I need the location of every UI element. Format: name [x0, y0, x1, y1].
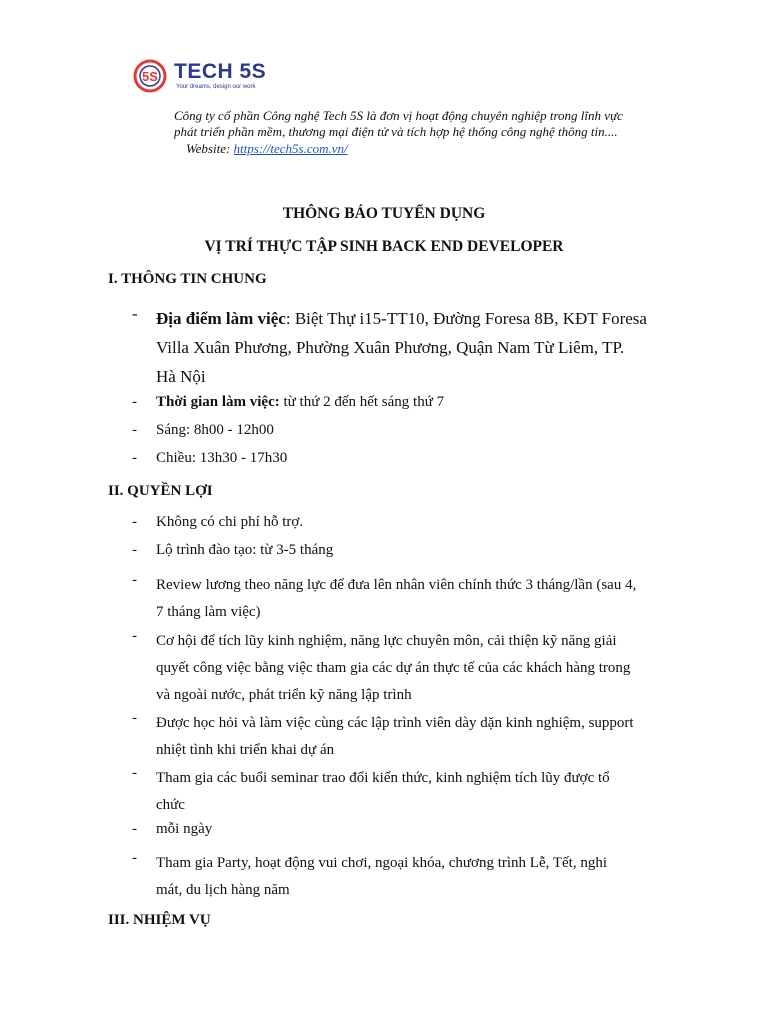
bullet-dash: - [132, 542, 137, 558]
website-line [186, 141, 348, 157]
website-label: Website: [186, 141, 234, 156]
bullet-dash: - [132, 572, 137, 588]
benefit-5-line-1: Được học hỏi và làm việc cùng các lập trình viên dày dặn kinh nghiệm, support [156, 715, 634, 731]
position-title: VỊ TRÍ THỰC TẬP SINH BACK END DEVELOPER [204, 238, 564, 255]
section-heading-duties: III. NHIỆM VỤ [108, 912, 211, 928]
benefit-8-line-1: Tham gia Party, hoạt động vui chơi, ngoại khóa, chương trình Lễ, Tết, nghi [156, 855, 607, 871]
location-line-2: Villa Xuân Phương, Phường Xuân Phương, Quận Nam Từ Liêm, TP. [156, 338, 625, 357]
location-line-1: : Biệt Thự i15-TT10, Đường Foresa 8B, KĐT Foresa [285, 309, 647, 328]
logo-tagline: Your dreams, design our work [176, 84, 256, 90]
logo-name: TECH 5S [174, 60, 267, 83]
benefit-2-text: Lộ trình đào tạo: từ 3-5 tháng [156, 542, 334, 558]
bullet-dash: - [132, 514, 137, 530]
benefit-6-line-2: chức [156, 797, 185, 813]
benefit-4-line-1: Cơ hội để tích lũy kinh nghiệm, năng lực chuyên môn, cải thiện kỹ năng giải [156, 633, 617, 649]
company-logo [130, 56, 270, 96]
benefit-8-line-2: mát, du lịch hàng năm [156, 882, 290, 898]
benefit-3-line-2: 7 tháng làm việc) [156, 604, 261, 620]
benefit-6-line-1: Tham gia các buổi seminar trao đổi kiến thức, kinh nghiệm tích lũy được tổ [156, 770, 610, 786]
bullet-dash: - [132, 850, 137, 866]
document-title: THÔNG BÁO TUYỂN DỤNG [282, 205, 486, 222]
bullet-dash: - [132, 304, 138, 323]
benefit-5-line-2: nhiệt tình khi triển khai dự án [156, 742, 335, 758]
afternoon-text: Chiều: 13h30 - 17h30 [156, 450, 288, 466]
time-value: từ thứ 2 đến hết sáng thứ 7 [279, 394, 445, 410]
bullet-dash: - [132, 450, 137, 466]
logo-mark-icon [130, 56, 174, 96]
bullet-dash: - [132, 765, 137, 781]
bullet-dash: - [132, 628, 137, 644]
morning-text: Sáng: 8h00 - 12h00 [156, 422, 274, 438]
benefit-1-text: Không có chi phí hỗ trợ. [156, 514, 304, 530]
logo-mark-text: 5S [142, 69, 158, 84]
benefit-4-line-2: quyết công việc bằng việc tham gia các dự án thực tế của các khách hàng trong [156, 660, 631, 676]
time-label: Thời gian làm việc: [156, 394, 280, 410]
benefit-3-line-1: Review lương theo năng lực để đưa lên nhân viên chính thức 3 tháng/lần (sau 4, [156, 577, 637, 593]
benefit-7-text: mỗi ngày [156, 821, 213, 837]
company-intro [174, 108, 694, 140]
bullet-dash: - [132, 710, 137, 726]
section-heading-benefits: II. QUYỀN LỢI [108, 483, 213, 499]
location-label: Địa điểm làm việc [156, 309, 286, 328]
bullet-dash: - [132, 821, 137, 837]
intro-line-2: phát triển phần mềm, thương mại điện tử và tích hợp hệ thống công nghệ thông tin.... [174, 124, 618, 139]
location-line-3: Hà Nội [156, 367, 206, 386]
bullet-dash: - [132, 422, 137, 438]
website-link[interactable]: https://tech5s.com.vn/ [233, 141, 348, 156]
benefit-4-line-3: và ngoài nước, phát triển kỹ năng lập trình [156, 687, 412, 703]
intro-line-1: Công ty cổ phần Công nghệ Tech 5S là đơn vị hoạt động chuyên nghiệp trong lĩnh vực [174, 108, 623, 123]
bullet-dash: - [132, 394, 137, 410]
section-heading-general: I. THÔNG TIN CHUNG [108, 271, 267, 287]
